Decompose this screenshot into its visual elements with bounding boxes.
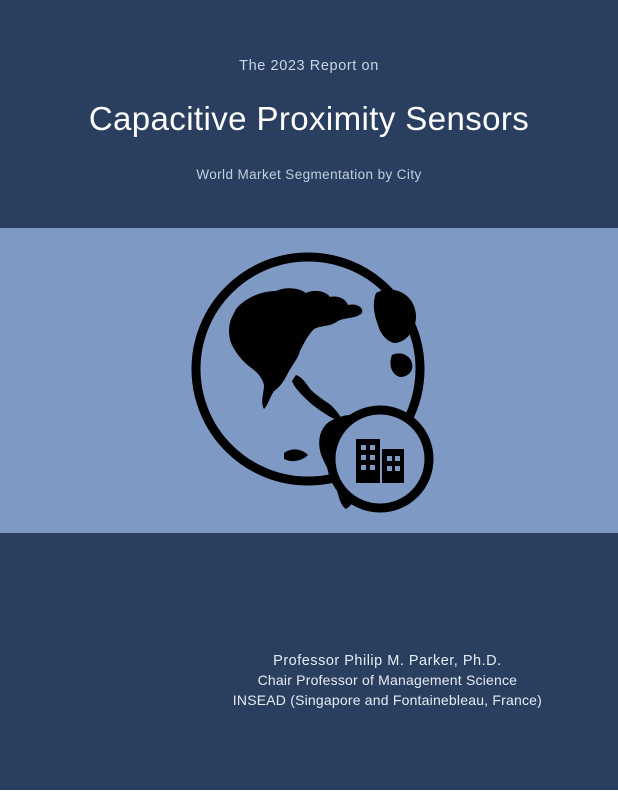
- author-institution: INSEAD (Singapore and Fontainebleau, France): [232, 692, 542, 709]
- page-title: Capacitive Proximity Sensors: [88, 100, 530, 137]
- page-bottom-margin: [0, 790, 618, 800]
- cover-pretitle: The 2023 Report on: [239, 58, 379, 74]
- cover-artwork-band: [0, 228, 618, 533]
- cover-subtitle: World Market Segmentation by City: [196, 167, 422, 182]
- author-role: Chair Professor of Management Science: [257, 672, 518, 689]
- author-block: [233, 651, 542, 711]
- globe-americas-icon: [180, 247, 448, 515]
- author-name: Professor Philip M. Parker, Ph.D.: [273, 652, 502, 669]
- cover-author-band: [0, 533, 618, 790]
- cover-title-band: [0, 0, 618, 228]
